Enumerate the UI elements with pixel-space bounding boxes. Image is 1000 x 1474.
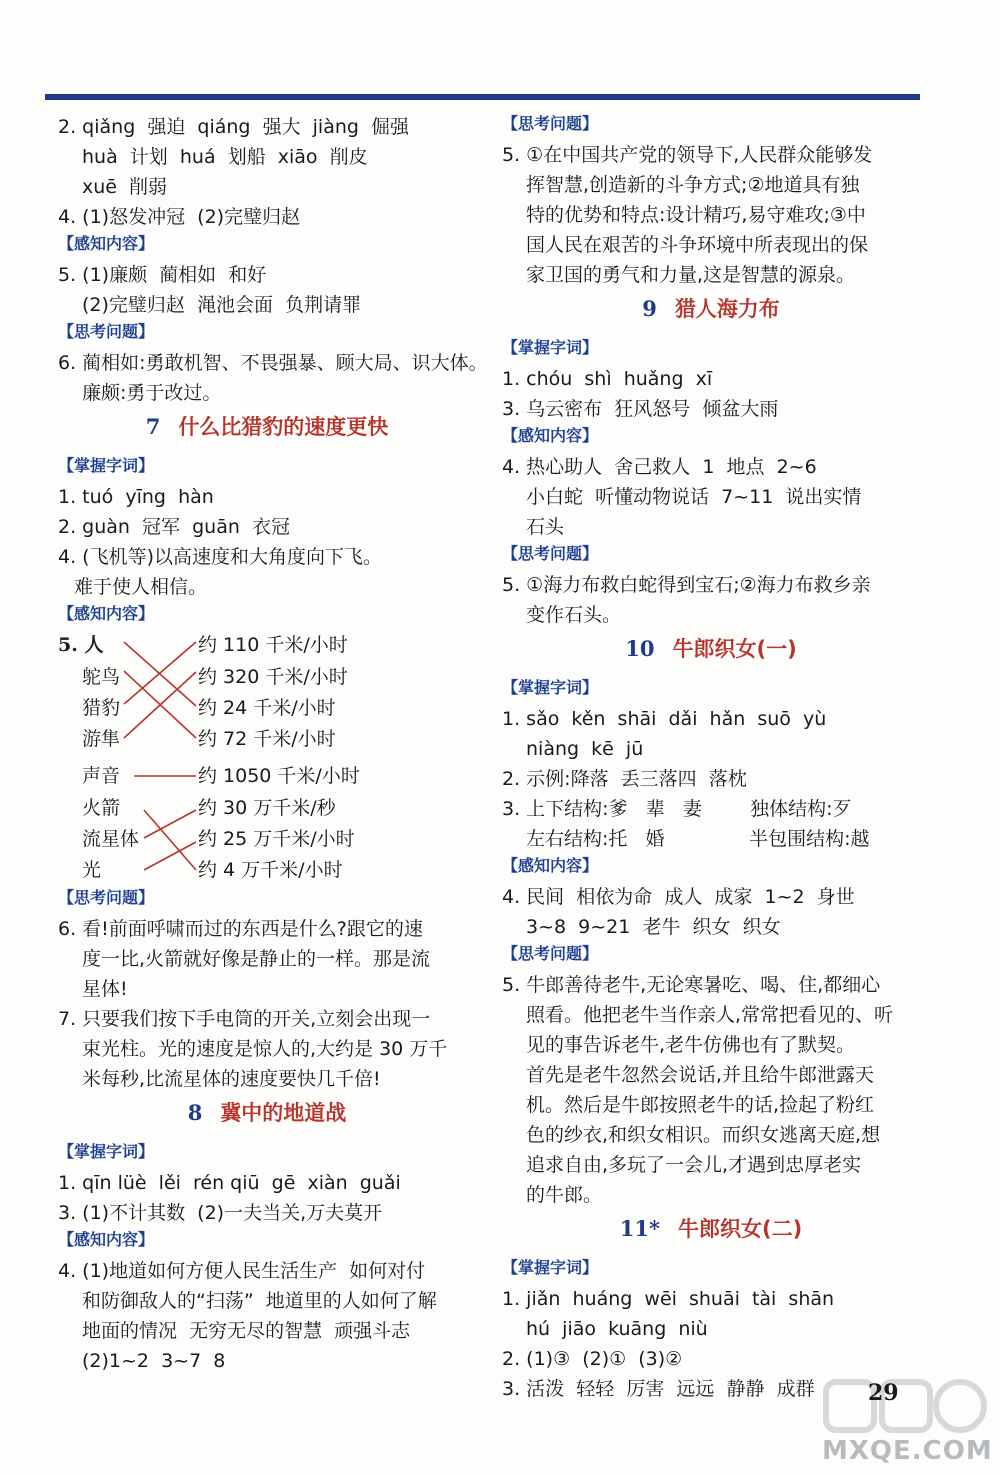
chapter-heading bbox=[502, 1210, 920, 1256]
answer-line: 4. (飞机等)以高速度和大角度向下飞。 bbox=[58, 546, 382, 568]
answer-line: 小白蛇 听懂动物说话 7~11 说出实情 bbox=[526, 486, 862, 508]
answer-line: huà 计划 huá 划船 xiāo 削皮 bbox=[82, 146, 368, 168]
chapter-title: 牛郎织女(一) bbox=[672, 637, 797, 661]
answer-line: 4. 民间 相依为命 成人 成家 1~2 身世 bbox=[502, 886, 855, 908]
answer-line: 国人民在艰苦的斗争环境中所表现出的保 bbox=[526, 234, 869, 256]
chapter-heading bbox=[58, 1094, 476, 1140]
answer-line: 星体! bbox=[82, 978, 128, 1000]
match-line bbox=[144, 842, 196, 870]
section-tag: 【掌握字词】 bbox=[502, 338, 599, 357]
chapter-heading bbox=[502, 630, 920, 676]
answer-line: 2. guàn 冠军 guān 衣冠 bbox=[58, 516, 290, 538]
speed-matching-diagram bbox=[58, 630, 476, 886]
answer-line: 特的优势和特点:设计精巧,易守难攻;③中 bbox=[526, 204, 866, 226]
answer-line: 1. chóu shì huǎng xī bbox=[502, 368, 713, 390]
match-item: 光 bbox=[82, 859, 102, 881]
section-tag: 【思考问题】 bbox=[58, 888, 155, 907]
answer-line: 变作石头。 bbox=[526, 604, 622, 626]
match-item: 鸵鸟 bbox=[82, 666, 121, 688]
answer-line: 挥智慧,创造新的斗争方式;②地道具有独 bbox=[526, 174, 860, 196]
chapter-heading bbox=[58, 408, 476, 454]
answer-line: 3. 上下结构:爹 辈 妻 独体结构:歹 bbox=[502, 798, 852, 820]
answer-line: 难于使人相信。 bbox=[74, 576, 208, 598]
match-item: 游隼 bbox=[82, 728, 121, 750]
section-tag: 【掌握字词】 bbox=[58, 456, 155, 475]
chapter-number: 7 bbox=[145, 414, 161, 439]
answer-line: 3. 活泼 轻轻 厉害 远远 静静 成群 bbox=[502, 1378, 815, 1400]
watermark-text: MXQE.COM bbox=[822, 1436, 993, 1466]
answer-line: 首先是老牛忽然会说话,并且给牛郎泄露天 bbox=[526, 1064, 875, 1086]
chapter-title: 猎人海力布 bbox=[674, 297, 780, 321]
answer-line: 左右结构:托 婚 半包围结构:越 bbox=[526, 828, 870, 850]
match-value: 约 110 千米/小时 bbox=[198, 634, 348, 656]
answer-line: 5. ①海力布救白蛇得到宝石;②海力布救乡亲 bbox=[502, 574, 871, 596]
answer-line: 5. ①在中国共产党的领导下,人民群众能够发 bbox=[502, 144, 873, 166]
section-tag: 【感知内容】 bbox=[58, 234, 155, 253]
match-value: 约 4 万千米/小时 bbox=[198, 859, 343, 881]
match-item: 5. 人 bbox=[58, 634, 104, 656]
match-value: 约 24 千米/小时 bbox=[198, 697, 336, 719]
answer-line: 和防御敌人的“扫荡” 地道里的人如何了解 bbox=[82, 1290, 437, 1312]
page-number: 29 bbox=[868, 1380, 899, 1406]
match-line bbox=[144, 810, 196, 838]
chapter-title: 什么比猎豹的速度更快 bbox=[178, 415, 389, 439]
answer-line: 2. 示例:降落 丢三落四 落枕 bbox=[502, 768, 747, 790]
match-value: 约 25 万千米/小时 bbox=[198, 828, 355, 850]
chapter-title: 冀中的地道战 bbox=[220, 1101, 347, 1125]
match-value: 约 30 万千米/秒 bbox=[198, 797, 336, 819]
answer-line: 4. 热心助人 舍己救人 1 地点 2~6 bbox=[502, 456, 817, 478]
section-tag: 【感知内容】 bbox=[502, 426, 599, 445]
answer-line: 7. 只要我们按下手电筒的开关,立刻会出现一 bbox=[58, 1008, 431, 1030]
section-tag: 【思考问题】 bbox=[502, 114, 599, 133]
answer-line: 色的纱衣,和织女相识。而织女逃离天庭,想 bbox=[526, 1124, 881, 1146]
answer-line: 束光柱。光的速度是惊人的,大约是 30 万千 bbox=[82, 1038, 448, 1060]
chapter-number: 11* bbox=[619, 1216, 660, 1241]
match-item: 火箭 bbox=[82, 797, 121, 819]
right-column bbox=[502, 112, 920, 1404]
answer-line: 米每秒,比流星体的速度要快几千倍! bbox=[82, 1068, 381, 1090]
answer-line: 3. (1)不计其数 (2)一夫当关,万夫莫开 bbox=[58, 1202, 383, 1224]
chapter-number: 10 bbox=[625, 636, 655, 661]
section-tag: 【思考问题】 bbox=[58, 322, 155, 341]
section-tag: 【掌握字词】 bbox=[502, 678, 599, 697]
answer-line: xuē 削弱 bbox=[82, 176, 168, 198]
left-column bbox=[58, 112, 488, 1376]
answer-line: 石头 bbox=[526, 516, 565, 538]
answer-line: 3~8 9~21 老牛 织女 织女 bbox=[526, 916, 781, 938]
answer-line: hú jiāo kuāng niù bbox=[526, 1318, 708, 1340]
answer-line: (2)完璧归赵 渑池会面 负荆请罪 bbox=[82, 294, 362, 316]
match-value: 约 1050 千米/小时 bbox=[198, 765, 360, 787]
answer-line: 3. 乌云密布 狂风怒号 倾盆大雨 bbox=[502, 398, 779, 420]
section-tag: 【掌握字词】 bbox=[502, 1258, 599, 1277]
answer-line: 家卫国的勇气和力量,这是智慧的源泉。 bbox=[526, 264, 856, 286]
section-tag: 【感知内容】 bbox=[502, 856, 599, 875]
answer-line: 2. (1)③ (2)① (3)② bbox=[502, 1348, 683, 1370]
answer-line: (2)1~2 3~7 8 bbox=[82, 1350, 226, 1372]
chapter-number: 8 bbox=[187, 1100, 203, 1125]
answer-line: niàng kē jū bbox=[526, 738, 644, 760]
chapter-title: 牛郎织女(二) bbox=[678, 1217, 803, 1241]
section-tag: 【感知内容】 bbox=[58, 1230, 155, 1249]
answer-line: 6. 看!前面呼啸而过的东西是什么?跟它的速 bbox=[58, 918, 423, 940]
match-value: 约 320 千米/小时 bbox=[198, 666, 348, 688]
answer-line: 5. (1)廉颇 蔺相如 和好 bbox=[58, 264, 267, 286]
chapter-number: 9 bbox=[642, 296, 657, 321]
answer-line: 1. tuó yīng hàn bbox=[58, 486, 214, 508]
answer-line: 4. (1)地道如何方便人民生活生产 如何对付 bbox=[58, 1260, 426, 1282]
answer-line: 6. 蔺相如:勇敢机智、不畏强暴、顾大局、识大体。 bbox=[58, 352, 488, 374]
answer-line: 度一比,火箭就好像是静止的一样。那是流 bbox=[82, 948, 431, 970]
section-tag: 【掌握字词】 bbox=[58, 1142, 155, 1161]
match-item: 声音 bbox=[82, 765, 121, 787]
answer-line: 5. 牛郎善待老牛,无论寒暑吃、喝、住,都细心 bbox=[502, 974, 881, 996]
answer-line: 1. qīn lüè lěi rén qiū gē xiàn guǎi bbox=[58, 1172, 401, 1194]
answer-line: 照看。他把老牛当作亲人,常常把看见的、听 bbox=[526, 1004, 894, 1026]
match-line bbox=[144, 810, 196, 870]
answer-line: 见的事告诉老牛,老牛仿佛也有了默契。 bbox=[526, 1034, 856, 1056]
chapter-heading bbox=[502, 290, 920, 336]
answer-line: 4. (1)怒发冲冠 (2)完璧归赵 bbox=[58, 206, 301, 228]
answer-line: 地面的情况 无穷无尽的智慧 顽强斗志 bbox=[82, 1320, 411, 1342]
answer-line: 1. jiǎn huáng wēi shuāi tài shān bbox=[502, 1288, 835, 1310]
answer-line: 的牛郎。 bbox=[526, 1184, 603, 1206]
match-item: 流星体 bbox=[82, 828, 140, 850]
section-tag: 【感知内容】 bbox=[58, 604, 155, 623]
match-item: 猎豹 bbox=[82, 697, 121, 719]
answer-line: 廉颇:勇于改过。 bbox=[82, 382, 222, 404]
match-value: 约 72 千米/小时 bbox=[198, 728, 336, 750]
answer-line: 2. qiǎng 强迫 qiáng 强大 jiàng 倔强 bbox=[58, 116, 410, 138]
answer-line: 机。然后是牛郎按照老牛的话,捡起了粉红 bbox=[526, 1094, 875, 1116]
answer-line: 追求自由,多玩了一会儿,才遇到忠厚老实 bbox=[526, 1154, 862, 1176]
section-tag: 【思考问题】 bbox=[502, 944, 599, 963]
section-tag: 【思考问题】 bbox=[502, 544, 599, 563]
answer-line: 1. sǎo kěn shāi dǎi hǎn suō yù bbox=[502, 708, 827, 730]
top-rule bbox=[45, 94, 920, 100]
